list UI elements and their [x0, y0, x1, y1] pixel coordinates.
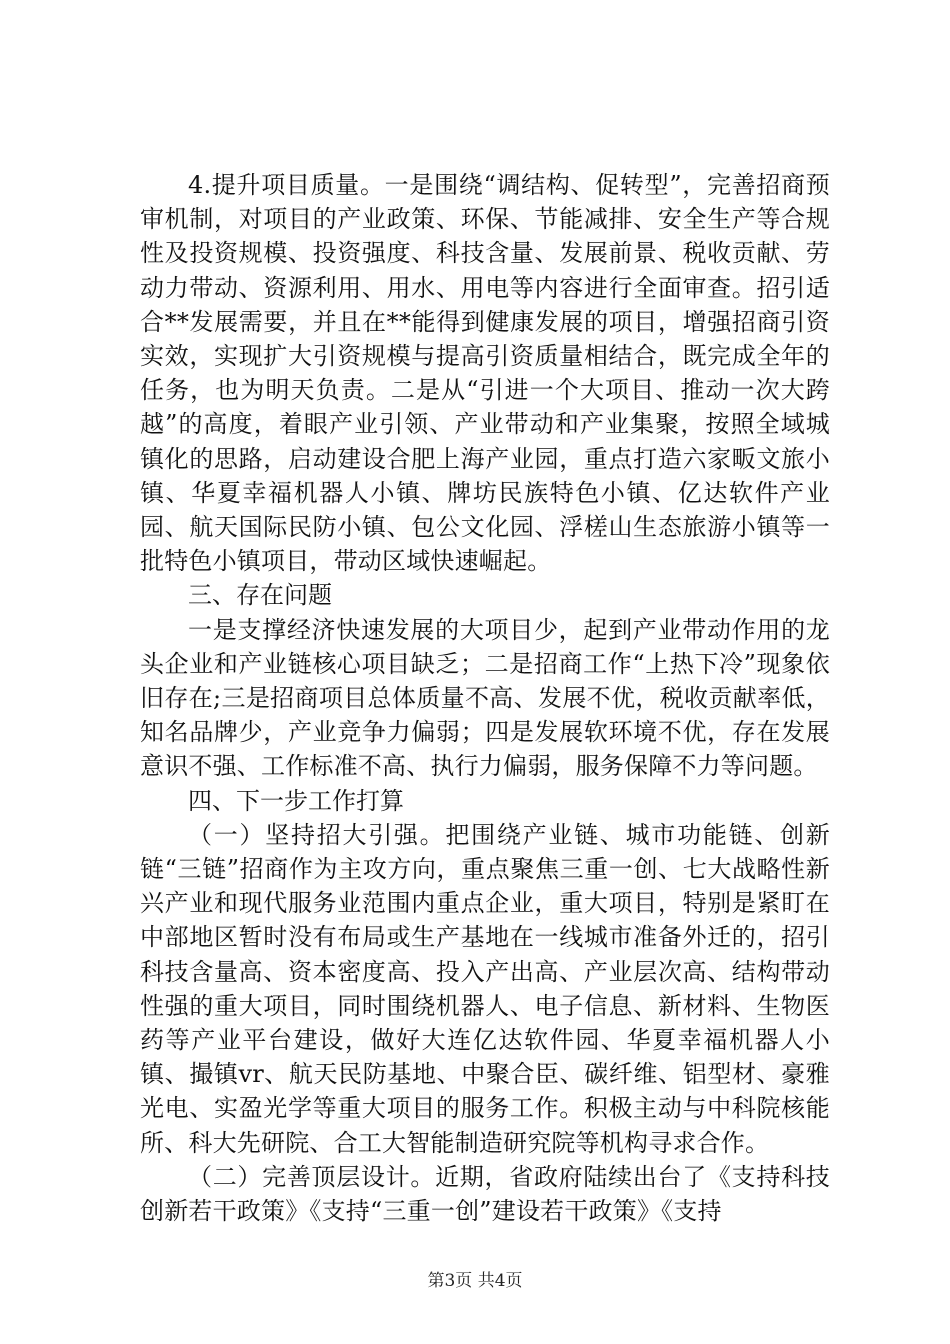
paragraph-big-projects: （一）坚持招大引强。把围绕产业链、城市功能链、创新链“三链”招商作为主攻方向，重点聚焦三重一创、七大战略性新兴产业和现代服务业范围内重点企业，重大项目，特别是紧盯在中部地区暂时没有布局或生产基地在一线城市准备外迁的，招引科技含量高、资本密度高、投入产出高、产业层次高、结构带动性强的重大项目，同时围绕机器人、电子信息、新材料、生物医药等产业平台建设，做好大连亿达软件园、华夏幸福机器人小镇、撮镇vr、航天民防基地、中聚合臣、碳纤维、铝型材、豪雅光电、实盈光学等重大项目的服务工作。积极主动与中科院核能所、科大先研院、合工大智能制造研究院等机构寻求合作。 [140, 820, 830, 1157]
section-heading-next-steps: 四、下一步工作打算 [188, 786, 404, 815]
document-body [140, 168, 830, 1228]
section-heading-problems: 三、存在问题 [188, 581, 332, 610]
page-footer: 第3页 共4页 [427, 1271, 523, 1291]
paragraph-top-level-design: （二）完善顶层设计。近期，省政府陆续出台了《支持科技创新若干政策》《支持“三重一创”建设若干政策》《支持 [140, 1162, 830, 1226]
paragraph-problems: 一是支撑经济快速发展的大项目少，起到产业带动作用的龙头企业和产业链核心项目缺乏；二是招商工作“上热下冷”现象依旧存在;三是招商项目总体质量不高、发展不优，税收贡献率低，知名品牌少，产业竞争力偏弱；四是发展软环境不优，存在发展意识不强、工作标准不高、执行力偏弱，服务保障不力等问题。 [140, 615, 830, 781]
paragraph-project-quality: 4.提升项目质量。一是围绕“调结构、促转型”，完善招商预审机制，对项目的产业政策、环保、节能减排、安全生产等合规性及投资规模、投资强度、科技含量、发展前景、税收贡献、劳动力带动、资源利用、用水、用电等内容进行全面审查。招引适合**发展需要，并且在**能得到健康发展的项目，增强招商引资实效，实现扩大引资规模与提高引资质量相结合，既完成全年的任务，也为明天负责。二是从“引进一个大项目、推动一次大跨越”的高度，着眼产业引领、产业带动和产业集聚，按照全域城镇化的思路，启动建设合肥上海产业园，重点打造六家畈文旅小镇、华夏幸福机器人小镇、牌坊民族特色小镇、亿达软件产业园、航天国际民防小镇、包公文化园、浮槎山生态旅游小镇等一批特色小镇项目，带动区域快速崛起。 [140, 171, 830, 576]
